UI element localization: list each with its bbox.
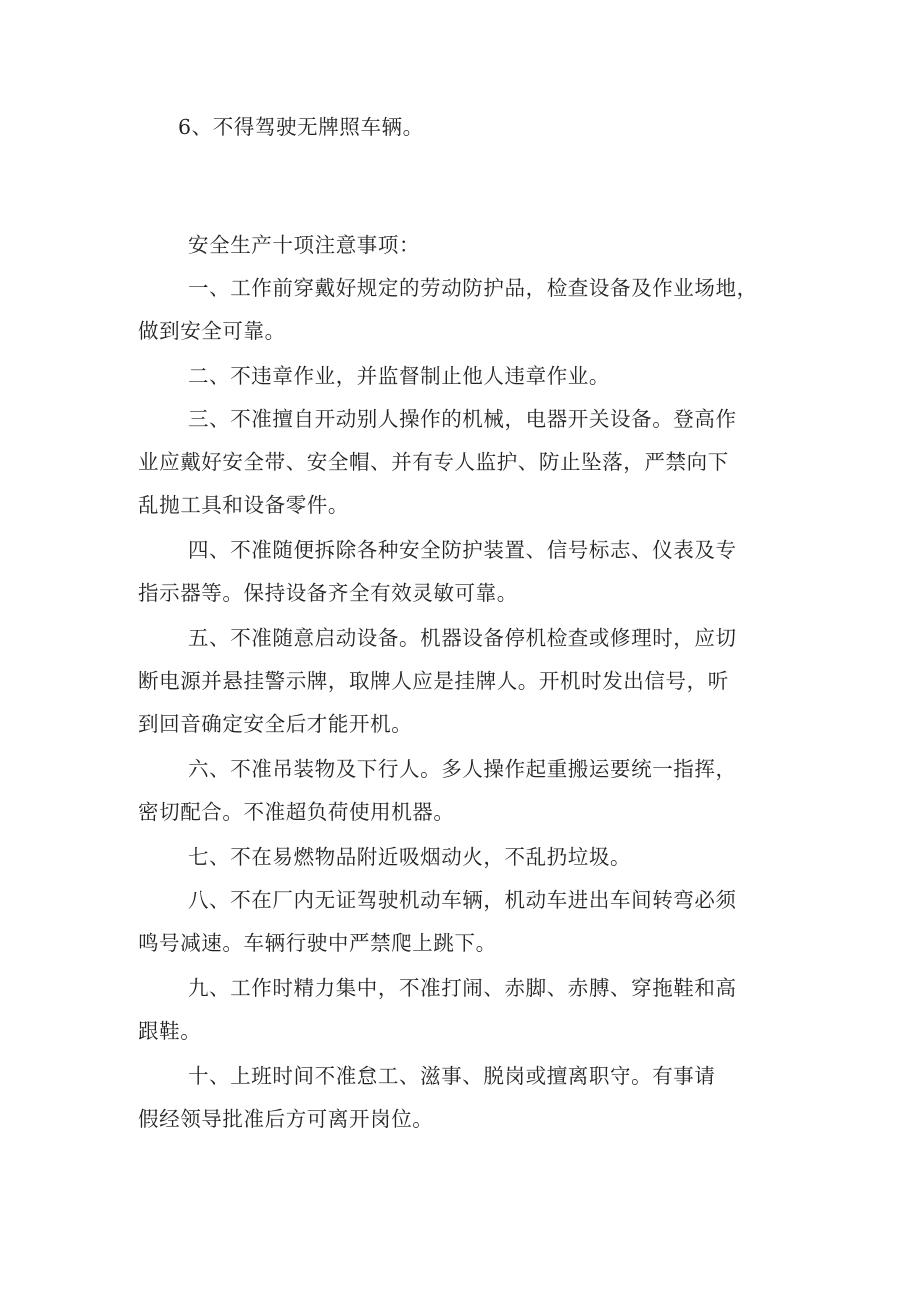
rule-item-4-line-2: 指示器等。保持设备齐全有效灵敏可靠。 xyxy=(138,581,518,605)
rule-item-5-line-2: 断电源并悬挂警示牌，取牌人应是挂牌人。开机时发出信号，听 xyxy=(138,669,729,693)
rule-item-8-line-2: 鸣号减速。车辆行驶中严禁爬上跳下。 xyxy=(138,931,497,955)
rule-item-3-line-2: 业应戴好安全带、安全帽、并有专人监护、防止坠落，严禁向下 xyxy=(138,450,729,474)
rule-item-6-line-1: 六、不准吊装物及下行人。多人操作起重搬运要统一指挥， xyxy=(188,757,737,781)
rule-item-3-line-3: 乱抛工具和设备零件。 xyxy=(138,493,349,517)
section-title: 安全生产十项注意事项： xyxy=(188,233,421,257)
rule-item-10-line-2: 假经领导批准后方可离开岗位。 xyxy=(138,1107,434,1131)
rule-item-9-line-2: 跟鞋。 xyxy=(138,1019,202,1043)
rule-item-7-line-1: 七、不在易燃物品附近吸烟动火，不乱扔垃圾。 xyxy=(188,845,632,869)
rule-item-4-line-1: 四、不准随便拆除各种安全防护装置、信号标志、仪表及专 xyxy=(188,538,737,562)
rule-item-9-line-1: 九、工作时精力集中，不准打闹、赤脚、赤膊、穿拖鞋和高 xyxy=(188,976,737,1000)
rule-item-3-line-1: 三、不准擅自开动别人操作的机械，电器开关设备。登高作 xyxy=(188,407,737,431)
rule-item-8-line-1: 八、不在厂内无证驾驶机动车辆，机动车进出车间转弯必须 xyxy=(188,888,737,912)
rule-item-1-line-2: 做到安全可靠。 xyxy=(138,319,286,343)
rule-item-5-line-1: 五、不准随意启动设备。机器设备停机检查或修理时，应切 xyxy=(188,626,737,650)
rule-item-10-line-1: 十、上班时间不准怠工、滋事、脱岗或擅离职守。有事请 xyxy=(188,1064,716,1088)
rule-item-1-line-1: 一、工作前穿戴好规定的劳动防护品，检查设备及作业场地， xyxy=(188,276,758,300)
rule-item-2-line-1: 二、不违章作业，并监督制止他人违章作业。 xyxy=(188,364,610,388)
rule-item-6-line-2: 密切配合。不准超负荷使用机器。 xyxy=(138,800,455,824)
rule-item-5-line-3: 到回音确定安全后才能开机。 xyxy=(138,712,413,736)
top-item: 6、不得驾驶无牌照车辆。 xyxy=(178,115,424,139)
